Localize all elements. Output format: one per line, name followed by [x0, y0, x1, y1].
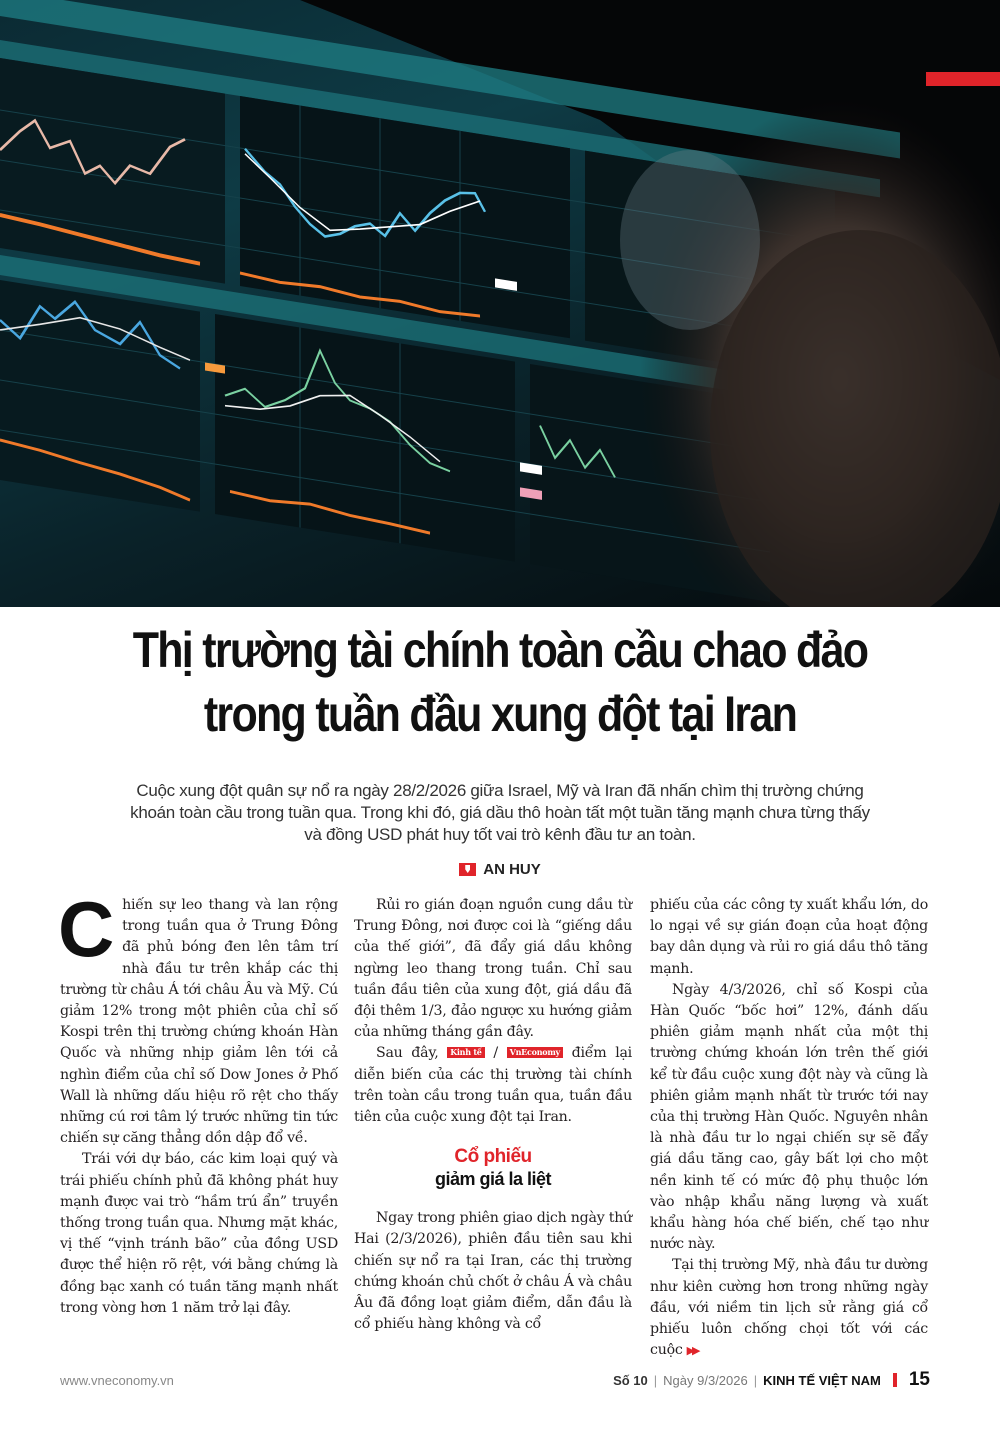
kinh-te-logo: Kinh tế	[447, 1047, 484, 1058]
pen-icon	[459, 863, 476, 876]
headline-line-2: trong tuần đầu xung đột tại Iran	[203, 686, 797, 742]
body-column-2	[354, 895, 632, 1335]
red-accent-bar	[926, 72, 1000, 86]
vneconomy-logo: VnEconomy	[507, 1047, 563, 1058]
website-link[interactable]: www.vneconomy.vn	[60, 1372, 174, 1388]
paragraph: Ngày 4/3/2026, chỉ số Kospi của Hàn Quốc “bốc hơi” 12%, đánh dấu phiên giảm mạnh nhất của một thị trường chứng khoán lớn trên thế giới kể từ đầu cuộc xung đột này và cũng là phiên giảm mạnh nhất từ trước tới nay của thị trường Hàn Quốc. Nguyên nhân là nhà đầu tư lo ngại chiến sự sẽ đẩy giá dầu tăng cao, gây bất lợi cho một nền kinh tế có mức độ phụ thuộc lớn vào nhập khẩu năng lượng và xuất khẩu hàng hóa chế biến, chế tạo như nước này.	[650, 981, 928, 1253]
footer-meta	[613, 1369, 930, 1391]
separator: |	[753, 1372, 758, 1388]
page-number: 15	[908, 1369, 930, 1390]
paragraph: Ngay trong phiên giao dịch ngày thứ Hai (2/3/2026), phiên đầu tiên sau khi chiến sự nổ ra tại Iran, các thị trường chứng khoán chủ chốt ở châu Á và châu Âu đã đồng loạt giảm điểm, dẫn đầu là cổ phiếu hàng không và cổ	[354, 1210, 632, 1333]
publication-name: KINH TẾ VIỆT NAM	[763, 1372, 881, 1388]
page-footer	[60, 1370, 930, 1390]
paragraph: phiếu của các công ty xuất khẩu lớn, do lo ngại về sự gián đoạn của hoạt động bay dân dụng và rủi ro giá dầu thô tăng mạnh.	[650, 897, 928, 977]
subhead-black: giảm giá la liệt	[434, 1169, 552, 1190]
issue-number: Số 10	[613, 1372, 648, 1388]
paragraph: Sau đây, Kinh tế / VnEconomy điểm lại diễn biến của các thị trường tài chính trên toàn cầu trong tuần qua, tuần đầu tiên của cuộc xung đột tại Iran.	[354, 1045, 632, 1126]
red-divider	[893, 1373, 897, 1387]
article-headline	[70, 618, 930, 746]
separator: |	[653, 1372, 658, 1388]
section-subhead	[354, 1146, 632, 1190]
paragraph: Chiến sự leo thang và lan rộng trong tuần qua ở Trung Đông đã phủ bóng đen lên tâm trí nhà đầu tư trên khắp các thị trường từ châu Á tới châu Âu và Mỹ. Cú giảm 12% trong một phiên của chỉ số Kospi trên thị trường chứng khoán Hàn Quốc và những nhịp giảm lên tới cả nghìn điểm của chỉ số Dow Jones ở Phố Wall là những dấu hiệu rõ rệt cho thấy những cú rơi tâm lý trước những tin tức chiến sự căng thẳng dồn dập đổ về.	[58, 885, 338, 1147]
headline-line-1: Thị trường tài chính toàn cầu chao đảo	[132, 622, 868, 678]
continue-arrow-icon: ▶▶	[686, 1344, 698, 1358]
drop-cap: C	[58, 885, 115, 973]
body-column-3	[650, 895, 928, 1361]
paragraph: Rủi ro gián đoạn nguồn cung dầu từ Trung Đông, nơi được coi là “giếng dầu của thế giới”, đã đẩy giá dầu không ngừng leo thang trong tuần. Chỉ sau tuần đầu tiên của xung đột, giá dầu đã đội thêm 1/3, đảo ngược xu hướng giảm của những tháng gần đây.	[354, 897, 632, 1041]
subhead-red: Cổ phiếu	[454, 1146, 532, 1168]
byline	[0, 861, 1000, 878]
issue-date: Ngày 9/3/2026	[663, 1372, 748, 1388]
paragraph: Tại thị trường Mỹ, nhà đầu tư dường như kiên cường hơn trong những ngày đầu, với niềm tin lịch sử rằng giá cổ phiếu luôn chống chọi tốt với các cuộc ▶▶	[650, 1257, 928, 1359]
paragraph: Trái với dự báo, các kim loại quý và trái phiếu chính phủ đã không phát huy mạnh được vai trò “hầm trú ẩn” truyền thống trong tuần qua. Nhưng mặt khác, vị thế “vịnh tránh bão” của đồng USD được thể hiện rõ rệt, với bằng chứng là đồng bạc xanh có tuần tăng mạnh nhất trong vòng hơn 1 năm trở lại đây.	[60, 1151, 338, 1316]
body-column-1	[58, 885, 338, 1319]
hero-photo	[0, 0, 1000, 607]
article-dek: Cuộc xung đột quân sự nổ ra ngày 28/2/2026 giữa Israel, Mỹ và Iran đã nhấn chìm thị trường chứng khoán toàn cầu trong tuần qua. Trong khi đó, giá dầu thô hoàn tất một tuần tăng mạnh chưa từng thấy và đồng USD phát huy tốt vai trò kênh đầu tư an toàn.	[130, 781, 870, 844]
author-name: AN HUY	[483, 861, 541, 878]
trading-screen-illustration	[0, 0, 1000, 607]
